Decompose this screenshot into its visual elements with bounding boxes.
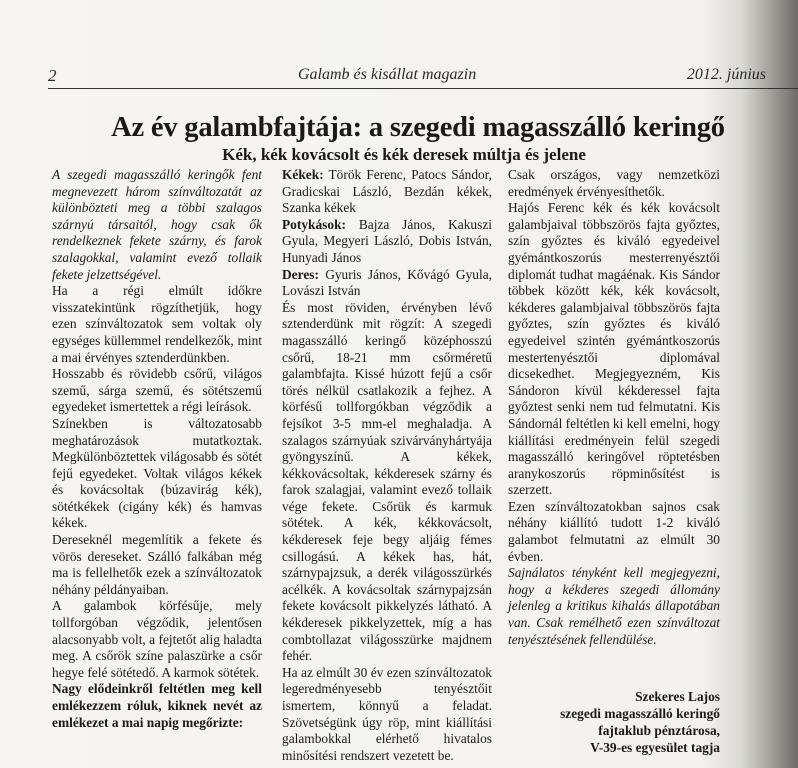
column-2 bbox=[282, 167, 492, 764]
paragraph: Dereseknél megemlítik a fekete és vörös dereseket. Szálló falkában még ma is fellelhetők ezek a színváltozatok néhány példányaiban. bbox=[52, 532, 262, 597]
author-role-line: szegedi magasszálló keringő bbox=[560, 706, 720, 721]
paragraph: Ha a régi elmúlt időkre visszatekintünk rögzíthetjük, hogy ezen színváltozatok sem voltak oly egységes küllemmel rendelkezők, mint a mai érvényes sztenderdünkben. bbox=[52, 283, 262, 365]
paragraph: A galambok körfésűje, mely tollforgóban végződik, jelentősen alacsonyabb volt, a fejtetőt alig haladta meg. A csőrök színe palaszürke a csőr hegye felé sötétedő. A karmok sötétek. bbox=[52, 598, 262, 680]
breeder-list bbox=[282, 167, 492, 217]
paragraph: Csak országos, vagy nemzetközi eredmények érvényesíthetők. bbox=[508, 167, 720, 199]
column-3 bbox=[508, 167, 720, 648]
breeder-label: Deres: bbox=[282, 266, 319, 282]
paragraph: A szegedi magasszálló keringők fent megnevezett három színváltozatát az különbözteti meg a többi szalagos szárnyú társaitól, hogy csak ők rendelkeznek fekete szárny, és farok szalagokkal, valamint evező tollaik fekete jelzettségével. bbox=[52, 167, 262, 282]
issue-date: 2012. június bbox=[686, 66, 766, 83]
breeder-names: Bajza János, Kakuszi Gyula, Megyeri László, Dobis István, Hunyadi János bbox=[282, 216, 492, 265]
article-subtitle: Kék, kék kovácsolt és kék deresek múltja és jelene bbox=[222, 145, 586, 164]
column-1 bbox=[52, 167, 262, 731]
paragraph: Sajnálatos tényként kell megjegyezni, hogy a kékderes szegedi állomány jelenleg a kritikus kihalás állapotában van. Csak remélhető ezen színváltozat tenyésztésének fellendülése. bbox=[508, 565, 720, 647]
author-signature bbox=[508, 688, 720, 756]
page-header bbox=[48, 64, 778, 86]
paragraph: Színekben is változatosabb meghatározások mutatkoztak. Megkülönböztettek világosabb és sötét fejű egyedeket. Voltak világos kékek és kovácsoltak (búzavirág kék), sötétkékek (cigány kék) és hamvas kékek. bbox=[52, 415, 262, 531]
breeder-list bbox=[282, 217, 492, 267]
author-role-line: V-39-es egyesület tagja bbox=[590, 740, 720, 755]
paragraph: Nagy elődeinkről feltétlen meg kell emlékezzem róluk, kiknek nevét az emlékezet a mai napig megőrizte: bbox=[52, 681, 262, 730]
magazine-name: Galamb és kisállat magazin bbox=[298, 66, 477, 83]
page-number: 2 bbox=[48, 66, 57, 85]
paragraph: Ha az elmúlt 30 év ezen színváltozatok legeredményesebb tenyésztőit ismertem, könnyű a feladat. Szövetségünk úgy röp, mint kiállítási galambokkal elérhető hivatalos minősítési rendszert vezetett be. bbox=[282, 664, 492, 763]
paragraph: Hajós Ferenc kék és kék kovácsolt galambjaival többszörös fajta győztes, szín győztes és kiváló egyedeivel gyémántkoszorús mesterrenyésztői diplomát tudhat magáénak. Kis Sándor többek között kék, kék kovácsolt, kékderes galambjaival többszörös fajta győztes, szín győztes és kiváló egyedeivel szintén gyémántkoszorús mestertenyésztői diplomával dicsekedhet. Megjegyezném, Kis Sándoron kívül kékderessel fajta győztest senki nem tud felmutatni. Kis Sándornál feltétlen ki kell emelni, hogy kiállítási eredményein felül szegedi magasszálló keringővel röptetésben aranykoszorús röpminősítést is szerzett. bbox=[508, 200, 720, 498]
breeder-names: Gyuris János, Kővágó Gyula, Lovászi István bbox=[282, 266, 492, 299]
article-title: Az év galambfajtája: a szegedi magasszálló keringő bbox=[111, 112, 725, 143]
breeder-label: Potykások: bbox=[282, 216, 346, 232]
header-rule bbox=[48, 88, 798, 89]
breeder-label: Kékek: bbox=[282, 167, 324, 182]
author-name: Szekeres Lajos bbox=[635, 689, 720, 704]
author-role-line: fajtaklub pénztárosa, bbox=[598, 723, 720, 738]
breeder-list bbox=[282, 267, 492, 300]
paragraph: Hosszabb és rövidebb csőrű, világos szemű, sárga szemű, és sötétszemű egyedeket ismertettek a régi leírások. bbox=[52, 366, 262, 415]
paragraph: Ezen színváltozatokban sajnos csak néhány kiállító tudott 1-2 kiváló galambot felmutatni az elmúlt 30 évben. bbox=[508, 498, 720, 564]
paragraph: És most röviden, érvényben lévő sztenderdünk mit rögzít: A szegedi magasszálló keringő középhosszú csőrű, 18-21 mm csőrméretű galambfajta. Kissé húzott fejű a csőr törés nélkül csatlakozik a fejhez. A körfésű tollforgókban végződik a fejsíkot 3-5 mm-el meghaladja. A szalagos szárnyúak szivárványhártyája gyöngyszínű. A kékek, kékkovácsoltak, kékderesek szárny és farok szalagjai, valamint evező tollaik vége fekete. Csőrük és karmuk sötétek. A kék, kékkovácsolt, kékderesek feje begy aljáig fémes csillogású. A kékek has, hát, szárnypajzsuk, a derék világosszürkés acélkék. A kovácsoltak szárnypajzsán fekete kovácsolt pikkelyzés látható. A kékderesek pikkelyzettek, míg a has combtollazat világosszürke majdnem fehér. bbox=[282, 299, 492, 664]
breeder-names: Török Ferenc, Patocs Sándor, Gradicskai László, Bezdán kékek, Szanka kékek bbox=[282, 167, 492, 216]
